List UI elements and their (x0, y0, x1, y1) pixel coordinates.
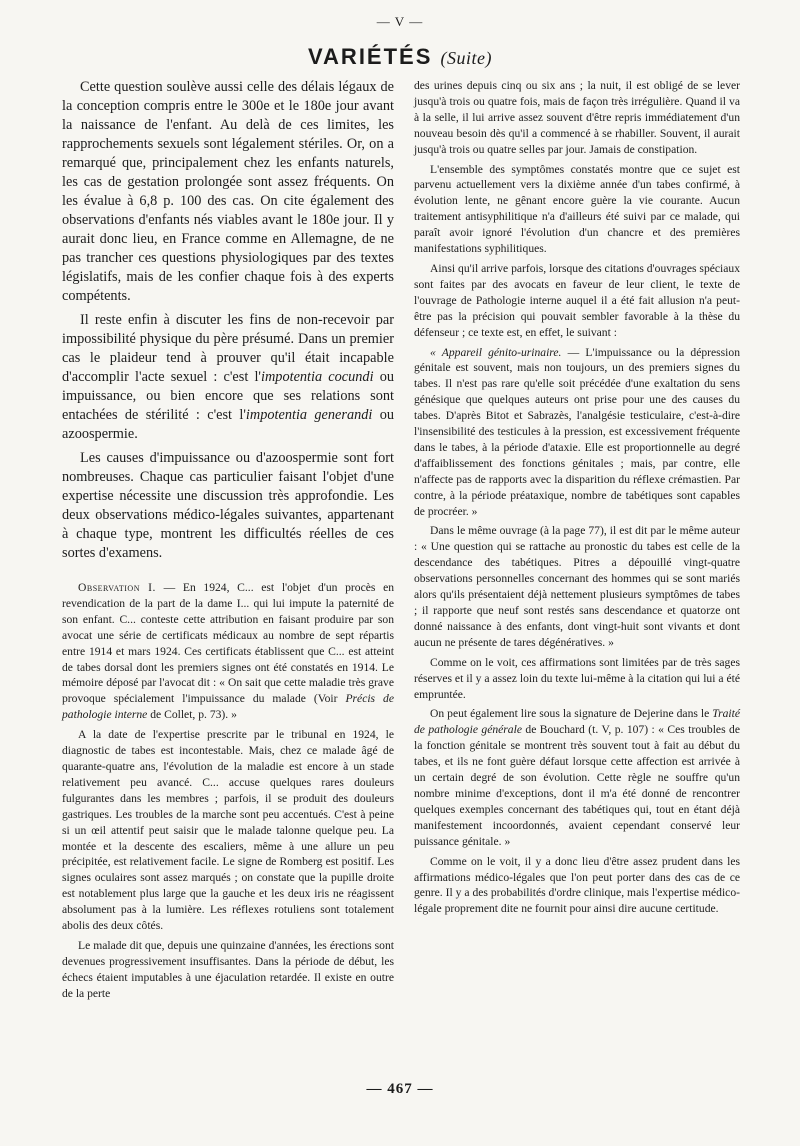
title-suffix: (Suite) (440, 48, 492, 68)
text-run: On peut également lire sous la signature de Dejerine dans le (430, 707, 713, 721)
text-run: — L'impuissance ou la dépression génitale est souvent, mais non toujours, un des premiers signes du tabes. Il n'est pas rare qu'elle soit précédée d'une exaltation du sens génésique que quelques auteurs ont prise pour une des causes du tabes. D'après Bitot et Sabrazès, l'analgésie testiculaire, c'est-à-dire l'insensibilité des testicules à la pression, est excessivement fréquente dans le tabes, à la période d'ataxie. Elle est proportionnelle au degré d'affaiblissement des fonctions génitales ; mais, par contre, elle n'affecte pas de rapports avec la disparition du réflexe crémastien. Par contre, à la période préataxique, nombre de tabétiques sont capables de procréer. » (414, 345, 740, 518)
main-text-block (62, 78, 394, 563)
paragraph-expertise: A la date de l'expertise prescrite par le tribunal en 1924, le diagnostic de tabes est incontestable. Mais, chez ce malade âgé de quarante-quatre ans, l'évolution de la maladie est encore à un stade relativement peu avancé. C... accuse quelques rares douleurs fulgurantes dans les membres ; parfois, il se produit des douleurs gastriques. Les troubles de la marche sont peu accentués. C'est à peine si un œil attentif peut saisir que le malade talonne quelque peu. La montée et la descente des escaliers, même à une allure un peu précipitée, est relativement facile. Le signe de Romberg est positif. Les signes oculaires sont assez marqués ; on constate que la pupille droite est notablement plus large que la gauche et les deux iris ne réagissent absolument pas à la lumière. Les réflexes rotuliens sont totalement abolis des deux côtés. (62, 728, 394, 933)
right-column (414, 78, 740, 921)
text-run: ou azoospermie. (62, 407, 394, 442)
text-run: de Bouchard (t. V, p. 107) : « Ces troubles de la fonction génitale se montrent très souvent tout à fait au début du tabes, et ils ne font guère défaut lorsque cette affection est arrivée à un certain degré de son évolution. Cette règle ne souffre qu'un nombre minime d'exceptions, dont il m'a été donné de rencontrer quelques exemples concernant des tabétiques qui, tout en étant déjà manifestement incoordonnés, avaient cependant conservé leur puissance génitale. » (414, 723, 740, 848)
book-title-traite: Traité de pathologie générale (414, 707, 740, 737)
latin-term-generandi: impotentia generandi (245, 407, 373, 423)
paragraph-causes: Les causes d'impuissance ou d'azoospermie sont fort nombreuses. Chaque cas particulier faisant l'objet d'une expertise nécessite une discussion très approfondie. Les deux observations médico-légales suivantes, appartenant à chaque type, montrent les difficultés réelles de ces sortes d'examens. (62, 450, 394, 561)
title-main: VARIÉTÉS (308, 44, 433, 69)
paragraph-conclusion: Comme on le voit, il y a donc lieu d'être assez prudent dans les affirmations médico-légales que l'on peut porter dans des cas de ce genre. Il y a des probabilités d'ordre clinique, mais l'expertise médico-légale proprement dite ne fournit pour ainsi dire aucune certitude. (414, 854, 740, 916)
text-run: de Collet, p. 73). » (147, 708, 237, 722)
paragraph-conception-delays: Cette question soulève aussi celle des délais légaux de la conception compris entre le 300e et le 180e jour avant la naissance de l'enfant. Au delà de ces limites, les rapprochements sexuels sont légalement stériles. Or, on a remarqué que, principalement chez les enfants naturels, les cas de gestation prolongée sont assez fréquents. On les évalue à 6,8 p. 100 des cas. On cite également des observations d'enfants nés viables avant le 180e jour. Il y aurait donc lieu, en France comme en Allemagne, de ne pas trancher ces questions physiologiques par des textes législatifs, mais de les confier chaque fois à des experts compétents. (62, 79, 394, 304)
paragraph-urines: des urines depuis cinq ou six ans ; la nuit, il est obligé de se lever jusqu'à trois ou quatre fois, mais de façon très irrégulière. Quand il va à la selle, il lui arrive assez souvent d'être repris immédiatement d'un nouveau besoin dès qu'il a commencé à se rhabiller. Souvent, il aurait jusqu'à trois ou quatre selles par jour. Jamais de constipation. (414, 79, 740, 156)
paragraph-erections: Le malade dit que, depuis une quinzaine d'années, les érections sont devenues progressivement insuffisantes. Dans la période de début, les échecs étaient imputables à une éjaculation retardée. Il existe en outre de la perte (62, 938, 394, 1000)
left-column (62, 78, 394, 1006)
quote-appareil (414, 345, 740, 520)
text-run: Il reste enfin à discuter les fins de non-recevoir par impossibilité physique du père présumé. Dans un premier cas le plaideur tend à prouver qu'il était incapable d'accomplir l'acte sexuel : c'est l' (62, 312, 394, 385)
paragraph-citations: Ainsi qu'il arrive parfois, lorsque des citations d'ouvrages spéciaux sont faites par des avocats en faveur de leur client, le texte de l'ouvrage de Pathologie interne auquel il a été fait allusion n'a peut-être pas la précision qui pouvait sembler favorable à la thèse du défenseur ; ce texte est, en effet, le suivant : (414, 261, 740, 339)
paragraph-impotentia (62, 311, 394, 444)
section-title (0, 44, 800, 70)
text-run: ou impuissance, ou bien encore que ses relations sont entachées de stérilité : c'est l' (62, 369, 395, 423)
observation-block (62, 580, 394, 1002)
paragraph-descendance: Dans le même ouvrage (à la page 77), il est dit par le même auteur : « Une question qui se rattache au pronostic du tabes est celle de la descendance des tabétiques. Pitres a dépouillé vingt-quatre observations personnelles concernant des hommes qui se sont mariés alors qu'ils présentaient déjà nettement plusieurs symptômes de tabes ; il rapporte que neuf sont restés sans descendance et quatorze ont donné naissance à des enfants, dont vingt-huit sont vivants et dont aucun ne présente de tares dégénératives. » (414, 524, 740, 649)
latin-term-cocundi: impotentia cocundi (261, 369, 374, 385)
observation-label: Observation I. (78, 581, 156, 594)
observation-1 (62, 580, 394, 723)
quote-heading: « Appareil génito-urinaire. (430, 345, 562, 359)
page-number: — 467 — (366, 1081, 434, 1097)
page-roman-numeral: — V — (376, 14, 424, 29)
text-run: — En 1924, C... est l'objet d'un procès en revendication de la part de la dame I... qui lui impute la paternité de son enfant. C... conteste cette attribution en faisant produire par son avocat une série de certificats médicaux au nombre de sept répartis entre 1914 et mars 1924. Ces certificats établissent que C... est atteint de tabes dorsal dont les premiers signes ont été constatés en 1914. Le mémoire déposé par l'avocat dit : « On sait que cette maladie très grave provoque spécialement l'impuissance du malade (Voir (62, 581, 395, 706)
paragraph-reserves: Comme on le voit, ces affirmations sont limitées par de très sages réserves et il y a assez loin du texte lui-même à la citation qui lui a été empruntée. (414, 655, 740, 701)
paragraph-dejerine (414, 706, 740, 849)
paragraph-symptoms: L'ensemble des symptômes constatés montre que ce sujet est parvenu actuellement vers la dixième année d'un tabes confirmé, à évolution lente, ne gênant encore guère la vie courante. Aucun traitement antisyphilitique n'a d'ailleurs été suivi par ce malade, qui paraît avoir ignoré l'évolution d'un chancre et des premières manifestations syphilitiques. (414, 162, 740, 256)
book-title-precis: Précis de pathologie interne (62, 692, 394, 722)
